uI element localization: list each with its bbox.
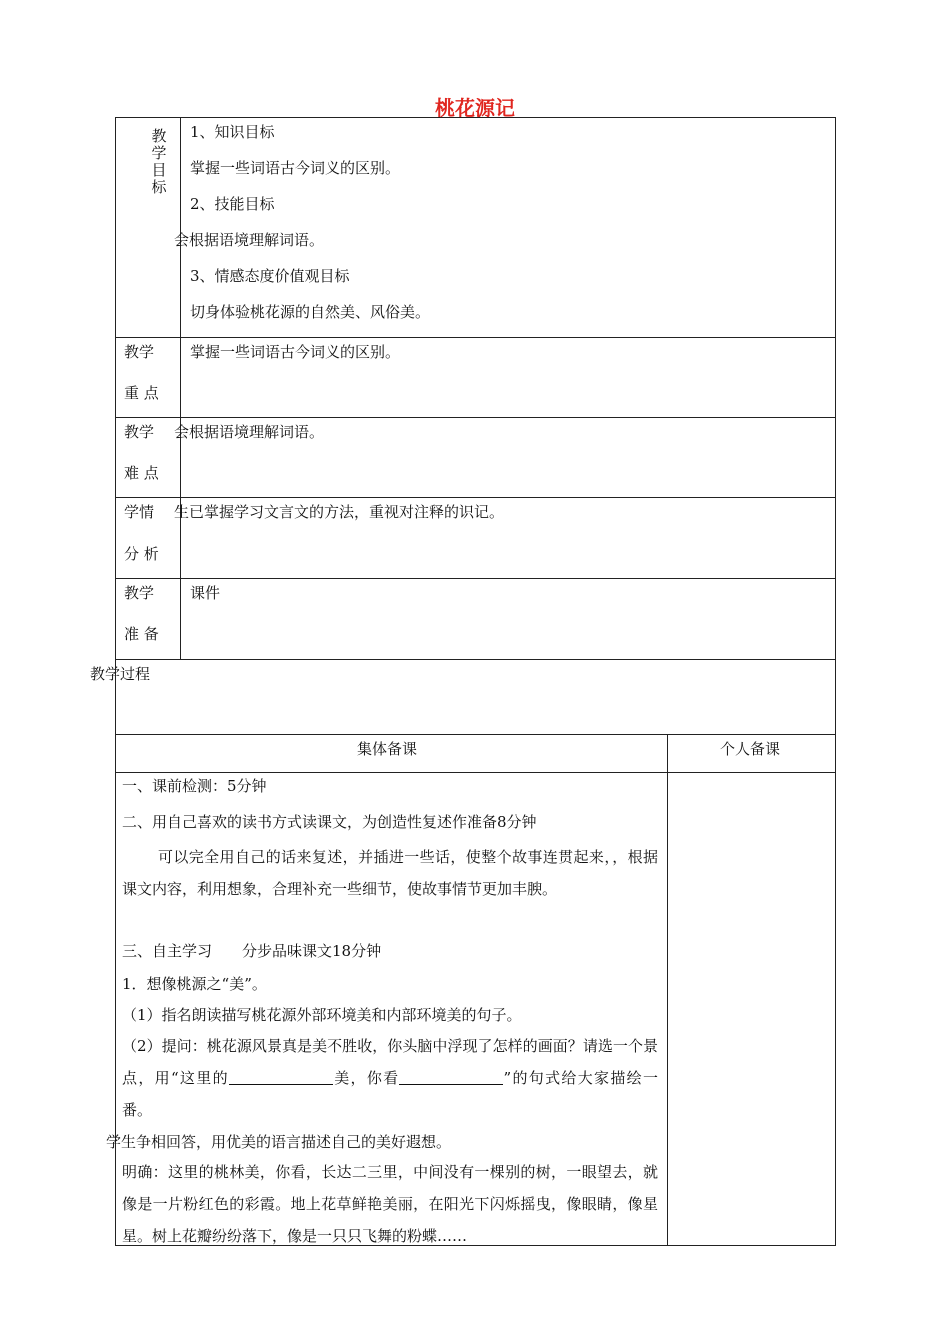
- body-line: 三、自主学习: [122, 942, 213, 960]
- goal-item: 1、知识目标: [190, 123, 275, 141]
- body-line: 一、课前检测：5分钟: [122, 777, 267, 795]
- body-text: 明确：这里的桃林美，你看，长达二三里，中间没有一棵别的树，一眼望去，就像是一片粉红色的彩霞。地上花草鲜艳美丽，在阳光下闪烁摇曳，像眼睛，像星星。树上花瓣纷纷落下，像是一只只飞舞的粉蝶……: [122, 1163, 658, 1245]
- prep-text: 课件: [190, 584, 221, 602]
- goal-item: 3、情感态度价值观目标: [190, 267, 350, 285]
- body-line: 二、用自己喜欢的读书方式读课文，为创造性复述作准备8分钟: [122, 813, 537, 831]
- process-label: 教学过程: [90, 665, 151, 683]
- analysis-text: 生已掌握学习文言文的方法，重视对注释的识记。: [174, 503, 505, 521]
- body-paragraph: [122, 1156, 658, 1252]
- body-text: ”的句式给大家描绘一番。: [122, 1069, 658, 1119]
- prep-label: 教学: [124, 584, 155, 602]
- goal-item: 掌握一些词语古今词义的区别。: [190, 159, 401, 177]
- column-divider: [667, 734, 668, 1246]
- body-line: 1．想像桃源之“美”。: [122, 975, 267, 993]
- difficulty-label: 教学: [124, 423, 155, 441]
- difficulty-label: 难 点: [124, 464, 159, 482]
- document-title: 桃花源记: [435, 96, 515, 120]
- focus-text: 掌握一些词语古今词义的区别。: [190, 343, 401, 361]
- body-line: 分步品味课文18分钟: [242, 942, 382, 960]
- analysis-label: 分 析: [124, 545, 159, 563]
- goal-item: 会根据语境理解词语。: [174, 231, 325, 249]
- body-text: 美，你看: [332, 1069, 400, 1087]
- row-divider-difficulty: [115, 497, 836, 498]
- body-line: （1）指名朗读描写桃花源外部环境美和内部环境美的句子。: [122, 1006, 522, 1024]
- goal-item: 切身体验桃花源的自然美、风俗美。: [190, 303, 431, 321]
- goals-label: 教学目标: [151, 127, 167, 196]
- row-divider-focus: [115, 417, 836, 418]
- body-line: 学生争相回答，用优美的语言描述自己的美好遐想。: [106, 1133, 452, 1151]
- body-text: 可以完全用自己的话来复述，并插进一些话，使整个故事连贯起来，，根据课文内容，利用想象，合理补充一些细节，使故事情节更加丰腴。: [122, 848, 658, 898]
- prep-label: 准 备: [124, 625, 159, 643]
- collective-header: 集体备课: [357, 740, 418, 758]
- body-paragraph: [122, 1030, 658, 1126]
- row-divider-goals: [115, 337, 836, 338]
- header-top-rule: [115, 734, 836, 735]
- fill-blank[interactable]: [229, 1070, 333, 1085]
- analysis-label: 学情: [124, 503, 155, 521]
- body-paragraph: [122, 841, 658, 905]
- goal-item: 2、技能目标: [190, 195, 275, 213]
- body-text: （2）提问：桃花源风景真是美不胜收，你头脑中浮现了怎样的画面？请选一个景点，用“这里的: [122, 1037, 658, 1087]
- header-bottom-rule: [115, 772, 836, 773]
- focus-label: 重 点: [124, 384, 159, 402]
- difficulty-text: 会根据语境理解词语。: [174, 423, 325, 441]
- fill-blank[interactable]: [399, 1070, 503, 1085]
- personal-header: 个人备课: [720, 740, 781, 758]
- focus-label: 教学: [124, 343, 155, 361]
- row-divider-analysis: [115, 578, 836, 579]
